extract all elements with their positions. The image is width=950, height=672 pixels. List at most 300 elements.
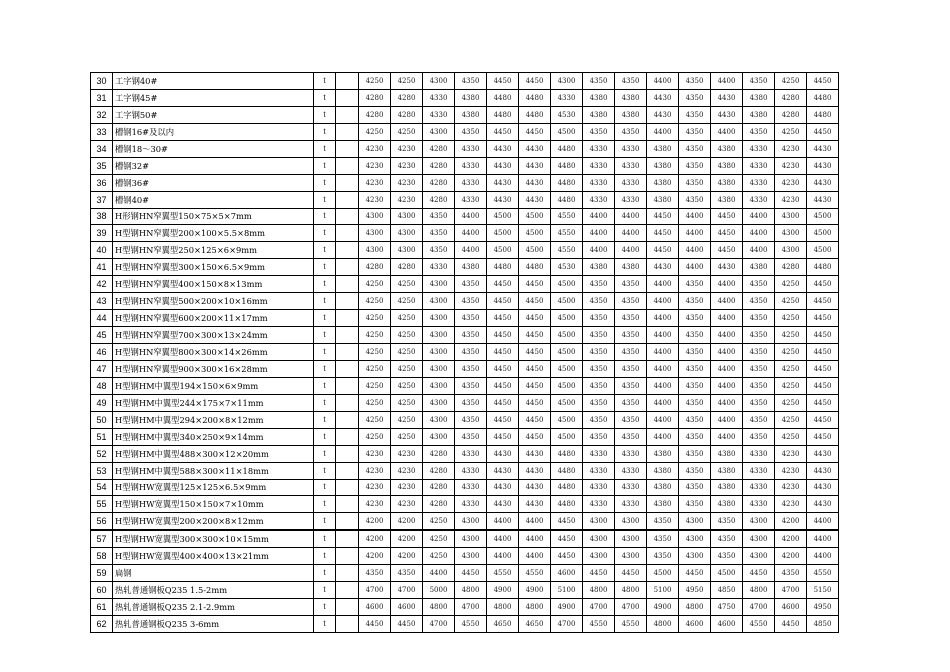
price-cell: 4480 <box>551 445 583 462</box>
row-number: 30 <box>91 73 113 90</box>
unit-cell: t <box>314 616 336 633</box>
price-cell: 4300 <box>679 530 711 547</box>
price-cell: 4400 <box>647 123 679 140</box>
blank-cell <box>336 157 359 174</box>
price-cell: 4350 <box>711 530 743 547</box>
price-cell: 4550 <box>487 565 519 582</box>
price-cell: 4330 <box>583 445 615 462</box>
price-cell: 4280 <box>423 479 455 496</box>
price-cell: 4300 <box>615 548 647 565</box>
price-cell: 4400 <box>679 225 711 242</box>
price-cell: 4350 <box>455 73 487 90</box>
price-cell: 4480 <box>519 89 551 106</box>
blank-cell <box>336 445 359 462</box>
price-cell: 4330 <box>423 89 455 106</box>
price-cell: 4350 <box>647 530 679 547</box>
price-cell: 4350 <box>615 428 647 445</box>
row-number: 49 <box>91 394 113 411</box>
price-cell: 4350 <box>743 293 775 310</box>
table-row <box>91 599 839 616</box>
price-cell: 4280 <box>423 496 455 513</box>
price-cell: 4330 <box>583 140 615 157</box>
blank-cell <box>336 411 359 428</box>
price-cell: 4400 <box>807 530 839 547</box>
material-name: 热轧普通钢板Q235 1.5-2mm <box>113 582 314 599</box>
price-cell: 4350 <box>615 344 647 361</box>
price-cell: 4400 <box>647 428 679 445</box>
price-cell: 4600 <box>775 599 807 616</box>
price-cell: 4600 <box>711 616 743 633</box>
price-cell: 4250 <box>775 428 807 445</box>
price-cell: 4400 <box>519 530 551 547</box>
price-cell: 4250 <box>775 123 807 140</box>
price-cell: 4250 <box>775 411 807 428</box>
price-cell: 4350 <box>455 293 487 310</box>
price-cell: 4350 <box>775 565 807 582</box>
price-cell: 4350 <box>455 310 487 327</box>
price-cell: 4250 <box>359 411 391 428</box>
price-cell: 4800 <box>743 582 775 599</box>
material-name: H型钢HN窄翼型250×125×6×9mm <box>113 242 314 259</box>
price-cell: 4300 <box>455 530 487 547</box>
row-number: 61 <box>91 599 113 616</box>
material-name: 工字钢45# <box>113 89 314 106</box>
price-cell: 4250 <box>423 530 455 547</box>
table-row <box>91 73 839 90</box>
price-cell: 4500 <box>551 411 583 428</box>
material-name: 工字钢40# <box>113 73 314 90</box>
table-row <box>91 616 839 633</box>
price-cell: 4280 <box>359 89 391 106</box>
price-cell: 4900 <box>647 599 679 616</box>
price-cell: 4200 <box>359 513 391 530</box>
row-number: 40 <box>91 242 113 259</box>
price-cell: 4350 <box>615 377 647 394</box>
price-cell: 4380 <box>711 445 743 462</box>
price-cell: 4450 <box>519 394 551 411</box>
price-cell: 4480 <box>487 106 519 123</box>
price-cell: 4230 <box>775 140 807 157</box>
price-cell: 4380 <box>583 89 615 106</box>
price-cell: 4250 <box>391 73 423 90</box>
price-cell: 4330 <box>615 445 647 462</box>
price-cell: 4200 <box>775 530 807 547</box>
price-cell: 4330 <box>615 174 647 191</box>
row-number: 58 <box>91 548 113 565</box>
blank-cell <box>336 242 359 259</box>
price-cell: 4600 <box>551 565 583 582</box>
price-cell: 4330 <box>583 157 615 174</box>
row-number: 52 <box>91 445 113 462</box>
unit-cell: t <box>314 479 336 496</box>
price-cell: 4230 <box>391 140 423 157</box>
price-cell: 4380 <box>455 89 487 106</box>
price-cell: 4300 <box>583 548 615 565</box>
material-name: H型钢HN窄翼型800×300×14×26mm <box>113 344 314 361</box>
price-cell: 4800 <box>487 599 519 616</box>
price-cell: 4400 <box>711 411 743 428</box>
price-cell: 4450 <box>519 327 551 344</box>
price-cell: 4350 <box>679 174 711 191</box>
price-cell: 4350 <box>455 344 487 361</box>
unit-cell: t <box>314 599 336 616</box>
price-cell: 4400 <box>583 225 615 242</box>
price-cell: 4400 <box>711 73 743 90</box>
price-cell: 4450 <box>647 242 679 259</box>
price-cell: 4380 <box>615 106 647 123</box>
price-cell: 4230 <box>775 191 807 208</box>
price-cell: 4350 <box>743 344 775 361</box>
price-cell: 4200 <box>359 548 391 565</box>
price-cell: 4400 <box>679 259 711 276</box>
price-cell: 4400 <box>487 530 519 547</box>
price-cell: 4550 <box>519 565 551 582</box>
price-cell: 4350 <box>743 428 775 445</box>
price-cell: 4550 <box>551 242 583 259</box>
price-cell: 4350 <box>679 462 711 479</box>
row-number: 56 <box>91 513 113 530</box>
price-cell: 4450 <box>519 377 551 394</box>
price-cell: 4200 <box>359 530 391 547</box>
price-cell: 4430 <box>519 445 551 462</box>
price-cell: 4380 <box>615 89 647 106</box>
price-cell: 4330 <box>455 496 487 513</box>
price-cell: 5100 <box>551 582 583 599</box>
price-cell: 4300 <box>423 73 455 90</box>
price-cell: 4350 <box>359 565 391 582</box>
price-cell: 4350 <box>743 394 775 411</box>
price-cell: 4350 <box>455 360 487 377</box>
price-cell: 4380 <box>455 259 487 276</box>
price-cell: 4700 <box>775 582 807 599</box>
price-cell: 4500 <box>711 565 743 582</box>
price-cell: 4430 <box>487 157 519 174</box>
price-cell: 4430 <box>519 191 551 208</box>
price-cell: 4480 <box>487 89 519 106</box>
price-cell: 4350 <box>583 377 615 394</box>
price-cell: 4350 <box>679 496 711 513</box>
price-cell: 4450 <box>487 377 519 394</box>
material-name: 工字钢50# <box>113 106 314 123</box>
price-cell: 4200 <box>391 548 423 565</box>
table-row <box>91 89 839 106</box>
price-cell: 4430 <box>519 496 551 513</box>
price-cell: 4430 <box>807 174 839 191</box>
material-name: H型钢HN窄翼型700×300×13×24mm <box>113 327 314 344</box>
price-cell: 4500 <box>551 360 583 377</box>
price-cell: 4380 <box>743 89 775 106</box>
price-cell: 4900 <box>519 582 551 599</box>
blank-cell <box>336 276 359 293</box>
price-cell: 4350 <box>679 157 711 174</box>
material-name: H型钢HN窄翼型900×300×16×28mm <box>113 360 314 377</box>
unit-cell: t <box>314 157 336 174</box>
price-cell: 4400 <box>647 327 679 344</box>
price-cell: 4500 <box>551 276 583 293</box>
price-cell: 4450 <box>487 428 519 445</box>
price-cell: 4450 <box>519 293 551 310</box>
unit-cell: t <box>314 208 336 225</box>
unit-cell: t <box>314 377 336 394</box>
price-cell: 4350 <box>679 293 711 310</box>
price-cell: 4200 <box>391 530 423 547</box>
price-cell: 4480 <box>551 462 583 479</box>
unit-cell: t <box>314 360 336 377</box>
price-cell: 4350 <box>583 123 615 140</box>
price-cell: 4400 <box>743 225 775 242</box>
row-number: 62 <box>91 616 113 633</box>
price-cell: 4280 <box>775 89 807 106</box>
price-cell: 4250 <box>359 327 391 344</box>
price-cell: 4380 <box>711 191 743 208</box>
price-cell: 4230 <box>775 445 807 462</box>
price-cell: 4300 <box>679 513 711 530</box>
price-cell: 4700 <box>391 582 423 599</box>
price-cell: 4350 <box>615 327 647 344</box>
row-number: 32 <box>91 106 113 123</box>
row-number: 38 <box>91 208 113 225</box>
price-cell: 4450 <box>807 428 839 445</box>
blank-cell <box>336 394 359 411</box>
price-cell: 4350 <box>455 377 487 394</box>
blank-cell <box>336 73 359 90</box>
price-cell: 4200 <box>391 513 423 530</box>
price-cell: 4250 <box>775 310 807 327</box>
table-row <box>91 462 839 479</box>
price-cell: 4430 <box>487 191 519 208</box>
row-number: 42 <box>91 276 113 293</box>
price-cell: 4450 <box>551 548 583 565</box>
price-cell: 4200 <box>775 513 807 530</box>
price-cell: 4950 <box>679 582 711 599</box>
price-cell: 4250 <box>391 360 423 377</box>
price-cell: 4600 <box>679 616 711 633</box>
unit-cell: t <box>314 462 336 479</box>
price-table <box>90 72 839 633</box>
price-cell: 4430 <box>519 462 551 479</box>
price-cell: 4230 <box>775 157 807 174</box>
price-cell: 4400 <box>711 276 743 293</box>
price-cell: 4300 <box>423 394 455 411</box>
price-cell: 4350 <box>455 327 487 344</box>
price-cell: 4250 <box>359 73 391 90</box>
price-cell: 4350 <box>679 479 711 496</box>
price-cell: 4300 <box>423 428 455 445</box>
price-cell: 4450 <box>807 276 839 293</box>
price-cell: 4450 <box>807 411 839 428</box>
price-cell: 4280 <box>391 106 423 123</box>
price-cell: 4400 <box>807 513 839 530</box>
price-cell: 4450 <box>743 565 775 582</box>
price-cell: 4250 <box>391 293 423 310</box>
price-cell: 4450 <box>519 411 551 428</box>
price-cell: 4300 <box>775 225 807 242</box>
price-cell: 4280 <box>775 106 807 123</box>
price-cell: 4300 <box>391 225 423 242</box>
price-cell: 4250 <box>359 344 391 361</box>
price-cell: 4430 <box>711 259 743 276</box>
price-cell: 4300 <box>455 548 487 565</box>
price-cell: 4300 <box>423 327 455 344</box>
price-cell: 4450 <box>487 123 519 140</box>
price-cell: 4330 <box>743 191 775 208</box>
price-cell: 4500 <box>551 327 583 344</box>
price-cell: 4300 <box>775 208 807 225</box>
price-cell: 4450 <box>519 123 551 140</box>
price-cell: 4300 <box>423 123 455 140</box>
row-number: 45 <box>91 327 113 344</box>
unit-cell: t <box>314 73 336 90</box>
price-cell: 4330 <box>455 157 487 174</box>
price-cell: 4550 <box>807 565 839 582</box>
row-number: 35 <box>91 157 113 174</box>
price-cell: 4200 <box>775 548 807 565</box>
unit-cell: t <box>314 191 336 208</box>
price-cell: 4280 <box>423 462 455 479</box>
price-cell: 4950 <box>807 599 839 616</box>
price-cell: 4330 <box>583 462 615 479</box>
material-name: 槽钢36# <box>113 174 314 191</box>
price-cell: 4400 <box>711 377 743 394</box>
price-cell: 4350 <box>455 411 487 428</box>
price-cell: 4550 <box>455 616 487 633</box>
price-cell: 4430 <box>647 89 679 106</box>
table-row <box>91 293 839 310</box>
price-cell: 4400 <box>743 208 775 225</box>
price-cell: 4480 <box>551 496 583 513</box>
price-cell: 4250 <box>391 327 423 344</box>
price-cell: 4400 <box>647 293 679 310</box>
material-name: 热轧普通钢板Q235 2.1-2.9mm <box>113 599 314 616</box>
unit-cell: t <box>314 582 336 599</box>
price-cell: 4500 <box>551 344 583 361</box>
material-name: H型钢HW宽翼型300×300×10×15mm <box>113 530 314 547</box>
price-cell: 4230 <box>359 157 391 174</box>
row-number: 47 <box>91 360 113 377</box>
price-cell: 4800 <box>647 616 679 633</box>
price-cell: 4250 <box>775 377 807 394</box>
price-cell: 4750 <box>711 599 743 616</box>
price-cell: 4300 <box>551 73 583 90</box>
price-cell: 4350 <box>583 73 615 90</box>
price-cell: 4380 <box>743 259 775 276</box>
price-cell: 4350 <box>743 310 775 327</box>
unit-cell: t <box>314 140 336 157</box>
price-cell: 4330 <box>615 496 647 513</box>
price-cell: 4550 <box>551 208 583 225</box>
price-cell: 4530 <box>551 106 583 123</box>
price-cell: 4350 <box>679 276 711 293</box>
price-cell: 4700 <box>359 582 391 599</box>
price-cell: 4350 <box>615 73 647 90</box>
price-cell: 4500 <box>807 225 839 242</box>
price-cell: 4450 <box>807 293 839 310</box>
price-cell: 4400 <box>455 208 487 225</box>
price-cell: 4300 <box>423 344 455 361</box>
row-number: 55 <box>91 496 113 513</box>
price-cell: 4350 <box>455 123 487 140</box>
price-cell: 4280 <box>423 191 455 208</box>
table-row <box>91 310 839 327</box>
table-row <box>91 208 839 225</box>
table-row <box>91 123 839 140</box>
price-cell: 4400 <box>647 310 679 327</box>
price-cell: 4450 <box>487 360 519 377</box>
price-cell: 4400 <box>711 428 743 445</box>
blank-cell <box>336 259 359 276</box>
price-cell: 4230 <box>775 462 807 479</box>
price-cell: 4250 <box>391 310 423 327</box>
price-cell: 4350 <box>743 276 775 293</box>
price-cell: 5150 <box>807 582 839 599</box>
price-cell: 4550 <box>551 225 583 242</box>
price-cell: 4450 <box>583 565 615 582</box>
price-cell: 4700 <box>743 599 775 616</box>
blank-cell <box>336 530 359 547</box>
price-cell: 4350 <box>679 191 711 208</box>
price-cell: 4250 <box>423 548 455 565</box>
price-cell: 4300 <box>423 360 455 377</box>
price-cell: 4480 <box>551 191 583 208</box>
price-cell: 4400 <box>647 360 679 377</box>
price-cell: 4300 <box>391 208 423 225</box>
price-cell: 4350 <box>679 310 711 327</box>
price-cell: 4330 <box>455 174 487 191</box>
price-cell: 4400 <box>711 360 743 377</box>
price-cell: 4450 <box>487 310 519 327</box>
price-cell: 4400 <box>455 225 487 242</box>
price-cell: 4500 <box>487 208 519 225</box>
price-cell: 4430 <box>487 462 519 479</box>
price-cell: 4500 <box>519 225 551 242</box>
price-cell: 4450 <box>487 73 519 90</box>
price-cell: 4300 <box>359 225 391 242</box>
price-cell: 4400 <box>647 411 679 428</box>
price-cell: 4250 <box>391 344 423 361</box>
unit-cell: t <box>314 106 336 123</box>
row-number: 59 <box>91 565 113 582</box>
price-cell: 4350 <box>615 123 647 140</box>
price-cell: 4280 <box>359 259 391 276</box>
price-cell: 4530 <box>551 259 583 276</box>
price-cell: 4380 <box>615 259 647 276</box>
price-cell: 4380 <box>711 174 743 191</box>
material-name: H型钢HM中翼型588×300×11×18mm <box>113 462 314 479</box>
price-cell: 4500 <box>807 242 839 259</box>
price-cell: 4300 <box>743 513 775 530</box>
row-number: 44 <box>91 310 113 327</box>
price-cell: 4250 <box>391 276 423 293</box>
blank-cell <box>336 428 359 445</box>
unit-cell: t <box>314 310 336 327</box>
blank-cell <box>336 599 359 616</box>
price-cell: 4350 <box>391 565 423 582</box>
price-cell: 4350 <box>583 394 615 411</box>
price-cell: 4380 <box>647 479 679 496</box>
price-cell: 4450 <box>775 616 807 633</box>
blank-cell <box>336 89 359 106</box>
price-cell: 4280 <box>423 140 455 157</box>
price-cell: 4350 <box>743 377 775 394</box>
price-cell: 4400 <box>423 565 455 582</box>
price-cell: 4600 <box>359 599 391 616</box>
price-cell: 4430 <box>487 445 519 462</box>
blank-cell <box>336 208 359 225</box>
unit-cell: t <box>314 513 336 530</box>
price-cell: 4400 <box>679 242 711 259</box>
material-name: 槽钢40# <box>113 191 314 208</box>
price-cell: 4230 <box>359 445 391 462</box>
